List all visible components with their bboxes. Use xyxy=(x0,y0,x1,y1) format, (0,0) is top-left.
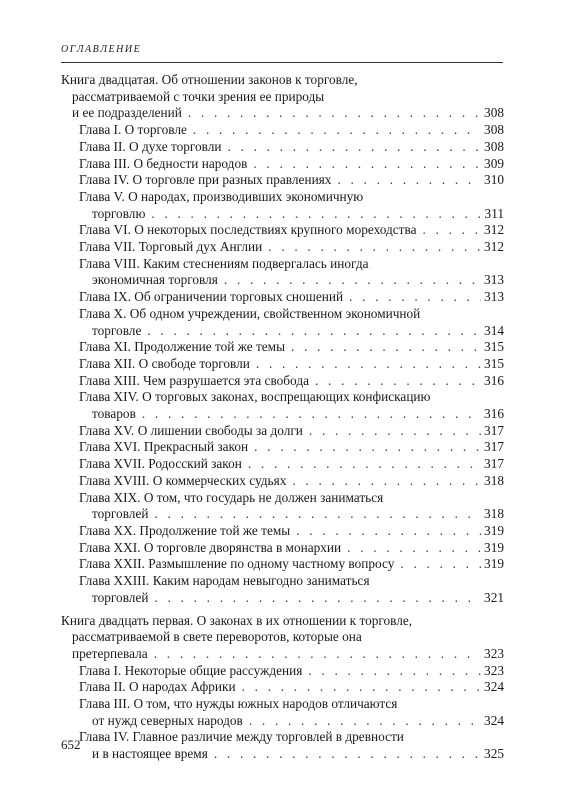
toc-chapter-entry[interactable] xyxy=(61,490,504,523)
entry-title-line: Глава XX. Продолжение той же темы xyxy=(79,522,291,538)
toc-chapter-entry[interactable] xyxy=(61,523,504,540)
entry-page-number: 319 xyxy=(484,556,504,572)
entry-page-number: 310 xyxy=(484,172,504,188)
entry-page-number: 308 xyxy=(484,105,504,121)
entry-page-number: 311 xyxy=(484,205,504,221)
dot-leader xyxy=(309,423,481,440)
dot-leader xyxy=(154,590,481,607)
entry-title-line: Глава I. Некоторые общие рассуждения xyxy=(79,662,303,678)
entry-title-line: Глава XVII. Родосский закон xyxy=(79,456,242,472)
entry-title-line: Книга двадцать первая. О законах в их отношении к торговле, xyxy=(61,612,413,628)
toc-chapter-entry[interactable] xyxy=(61,373,504,390)
entry-page-number: 317 xyxy=(484,439,504,455)
entry-page-number: 308 xyxy=(484,122,504,138)
entry-title-line: претерпевала xyxy=(72,645,148,661)
toc-chapter-entry[interactable] xyxy=(61,239,504,256)
entry-page-number: 317 xyxy=(484,456,504,472)
dot-leader xyxy=(296,523,481,540)
entry-page-number: 317 xyxy=(484,422,504,438)
toc-chapter-entry[interactable] xyxy=(61,222,504,239)
toc-chapter-entry[interactable] xyxy=(61,679,504,696)
entry-title-line: Глава XV. О лишении свободы за долги xyxy=(79,422,303,438)
entry-page-number: 325 xyxy=(484,746,504,762)
entry-title-line: Глава XXIII. Каким народам невыгодно заниматься xyxy=(79,573,370,589)
toc-chapter-entry[interactable] xyxy=(61,663,504,680)
entry-page-number: 323 xyxy=(484,662,504,678)
entry-title-line: Книга двадцатая. Об отношении законов к торговле, xyxy=(61,72,358,87)
dot-leader xyxy=(188,105,481,122)
dot-leader xyxy=(214,746,481,763)
entry-title-line: Глава IV. Главное различие между торговлей в древности xyxy=(79,729,404,745)
entry-title-line: торговлей xyxy=(92,589,149,605)
toc-chapter-entry[interactable] xyxy=(61,356,504,373)
entry-title-line: Глава XIII. Чем разрушается эта свобода xyxy=(79,372,309,388)
entry-page-number: 316 xyxy=(484,372,504,388)
entry-page-number: 315 xyxy=(484,339,504,355)
table-of-contents xyxy=(61,72,504,763)
entry-title-line: Глава XII. О свободе торговли xyxy=(79,355,250,371)
entry-title-line: Глава XXII. Размышление по одному частному вопросу xyxy=(79,556,395,572)
entry-page-number: 312 xyxy=(484,222,504,238)
entry-title-line: Глава VII. Торговый дух Англии xyxy=(79,239,263,255)
header-divider xyxy=(61,62,503,63)
entry-page-number: 315 xyxy=(484,355,504,371)
entry-title-line: Глава V. О народах, производивших экономичную xyxy=(79,188,364,204)
toc-chapter-entry[interactable] xyxy=(61,439,504,456)
entry-title-line: Глава IX. Об ограничении торговых сношений xyxy=(79,289,344,305)
toc-chapter-entry[interactable] xyxy=(61,473,504,490)
entry-title-line: Глава XIV. О торговых законах, воспрещающих конфискацию xyxy=(79,389,431,405)
dot-leader xyxy=(249,713,481,730)
entry-page-number: 313 xyxy=(484,272,504,288)
entry-page-number: 324 xyxy=(484,712,504,728)
dot-leader xyxy=(224,272,481,289)
toc-chapter-entry[interactable] xyxy=(61,573,504,606)
entry-page-number: 319 xyxy=(484,539,504,555)
entry-title-line: Глава XI. Продолжение той же темы xyxy=(79,339,286,355)
entry-title-line: Глава II. О народах Африки xyxy=(79,679,236,695)
dot-leader xyxy=(193,122,481,139)
dot-leader xyxy=(248,456,481,473)
entry-title-line: торговле xyxy=(92,322,142,338)
entry-title-line: экономичная торговля xyxy=(92,272,218,288)
toc-book-entry[interactable] xyxy=(61,72,504,122)
toc-chapter-entry[interactable] xyxy=(61,696,504,729)
entry-page-number: 324 xyxy=(484,679,504,695)
dot-leader xyxy=(347,540,481,557)
dot-leader xyxy=(291,339,481,356)
entry-page-number: 323 xyxy=(484,645,504,661)
dot-leader xyxy=(422,222,481,239)
entry-title-line: Глава VIII. Каким стеснениям подвергалась иногда xyxy=(79,255,369,271)
entry-title-line: рассматриваемой с точки зрения ее природы xyxy=(72,88,325,104)
toc-book-entry[interactable] xyxy=(61,613,504,663)
entry-title-line: товаров xyxy=(92,406,136,422)
dot-leader xyxy=(268,239,481,256)
entry-title-line: Глава XVIII. О коммерческих судьях xyxy=(79,472,287,488)
entry-title-line: Глава XXI. О торговле дворянства в монархии xyxy=(79,539,342,555)
entry-title-line: Глава II. О духе торговли xyxy=(79,138,222,154)
toc-chapter-entry[interactable] xyxy=(61,172,504,189)
dot-leader xyxy=(151,206,481,223)
toc-chapter-entry[interactable] xyxy=(61,423,504,440)
entry-title-line: торговлю xyxy=(92,205,146,221)
dot-leader xyxy=(228,139,482,156)
entry-title-line: Глава X. Об одном учреждении, свойственном экономичной xyxy=(79,305,421,321)
dot-leader xyxy=(292,473,481,490)
entry-page-number: 321 xyxy=(484,589,504,605)
entry-page-number: 319 xyxy=(484,522,504,538)
dot-leader xyxy=(242,679,481,696)
entry-title-line: Глава IV. О торговле при разных правлениях xyxy=(79,172,332,188)
entry-page-number: 313 xyxy=(484,289,504,305)
entry-page-number: 318 xyxy=(484,506,504,522)
entry-page-number: 312 xyxy=(484,239,504,255)
toc-chapter-entry[interactable] xyxy=(61,540,504,557)
toc-chapter-entry[interactable] xyxy=(61,306,504,339)
entry-title-line: Глава III. О том, что нужды южных народов отличаются xyxy=(79,696,398,712)
entry-title-line: Глава I. О торговле xyxy=(79,122,187,138)
dot-leader xyxy=(308,663,481,680)
entry-title-line: Глава XVI. Прекрасный закон xyxy=(79,439,249,455)
dot-leader xyxy=(154,506,481,523)
toc-chapter-entry[interactable] xyxy=(61,122,504,139)
toc-chapter-entry[interactable] xyxy=(61,256,504,289)
dot-leader xyxy=(253,156,481,173)
running-header: ОГЛАВЛЕНИЕ xyxy=(61,44,142,55)
dot-leader xyxy=(349,289,481,306)
entry-title-line: торговлей xyxy=(92,506,149,522)
toc-chapter-entry[interactable] xyxy=(61,156,504,173)
entry-title-line: и ее подразделений xyxy=(72,105,182,121)
toc-chapter-entry[interactable] xyxy=(61,389,504,422)
toc-chapter-entry[interactable] xyxy=(61,189,504,222)
entry-page-number: 309 xyxy=(484,155,504,171)
dot-leader xyxy=(147,323,481,340)
entry-page-number: 316 xyxy=(484,406,504,422)
toc-chapter-entry[interactable] xyxy=(61,339,504,356)
dot-leader xyxy=(142,406,481,423)
entry-title-line: Глава VI. О некоторых последствиях крупного мореходства xyxy=(79,222,417,238)
dot-leader xyxy=(315,373,481,390)
dot-leader xyxy=(254,439,481,456)
dot-leader xyxy=(337,172,481,189)
entry-title-line: и в настоящее время xyxy=(92,746,208,762)
toc-chapter-entry[interactable] xyxy=(61,139,504,156)
entry-title-line: рассматриваемой в свете переворотов, которые она xyxy=(72,629,362,645)
dot-leader xyxy=(154,646,481,663)
entry-title-line: Глава III. О бедности народов xyxy=(79,155,248,171)
toc-chapter-entry[interactable] xyxy=(61,556,504,573)
page-number: 652 xyxy=(61,737,81,752)
entry-page-number: 318 xyxy=(484,472,504,488)
dot-leader xyxy=(400,556,481,573)
toc-chapter-entry[interactable] xyxy=(61,729,504,762)
toc-chapter-entry[interactable] xyxy=(61,289,504,306)
toc-chapter-entry[interactable] xyxy=(61,456,504,473)
dot-leader xyxy=(256,356,481,373)
entry-title-line: Глава XIX. О том, что государь не должен заниматься xyxy=(79,489,384,505)
entry-page-number: 308 xyxy=(484,138,504,154)
entry-page-number: 314 xyxy=(484,322,504,338)
entry-title-line: от нужд северных народов xyxy=(92,712,243,728)
